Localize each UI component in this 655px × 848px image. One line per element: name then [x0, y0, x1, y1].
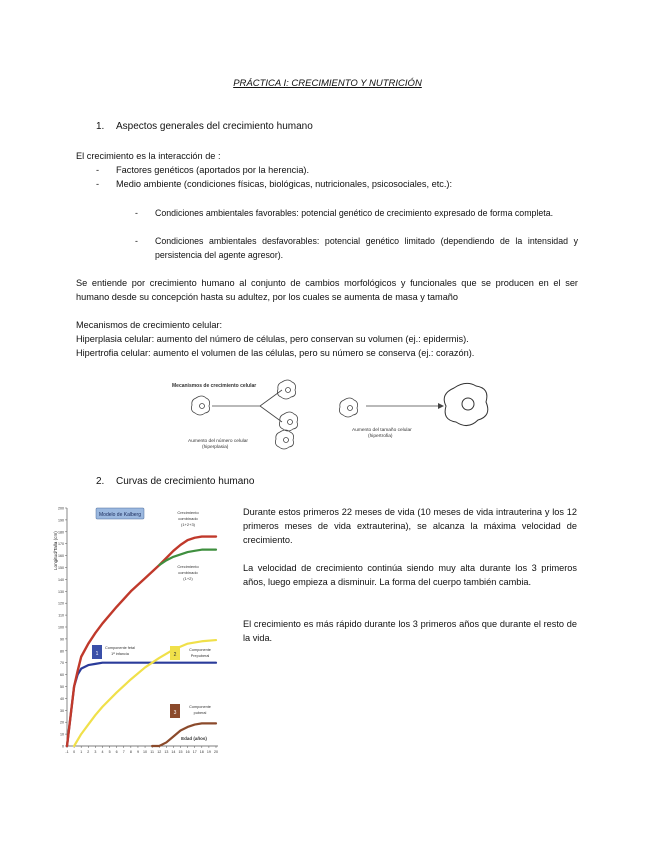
y-tick-label: 40: [60, 696, 64, 701]
figure-label-mechanisms: Mecanismos de crecimiento celular: [172, 383, 257, 389]
cell-icon: [275, 430, 293, 449]
x-tick-label: 18: [199, 750, 204, 754]
dash-bullet: -: [96, 179, 100, 189]
x-tick-label: 3: [94, 750, 97, 754]
x-tick-label: 20: [214, 750, 218, 754]
label-combined-total: combinado: [178, 516, 198, 521]
y-tick-label: 30: [60, 708, 64, 713]
y-tick-label: 20: [60, 720, 64, 725]
x-axis-label: Edad (años): [181, 736, 207, 741]
arrow-line: [260, 406, 282, 422]
cell-mechanisms-figure: [170, 378, 500, 460]
cell-icon: [279, 412, 297, 431]
x-tick-label: 16: [185, 750, 190, 754]
label-puberal: puberal: [193, 711, 207, 715]
mechanisms-title: Mecanismos de crecimiento celular:: [76, 320, 223, 330]
x-tick-label: 9: [136, 750, 139, 754]
y-tick-label: 80: [60, 649, 64, 654]
cell-icon: [191, 396, 209, 415]
x-tick-label: 17: [192, 750, 197, 754]
y-tick-label: 90: [60, 637, 64, 642]
x-tick-label: 15: [178, 750, 183, 754]
x-tick-label: 12: [157, 750, 162, 754]
x-tick-label: 2: [87, 750, 90, 754]
y-tick-label: 130: [58, 589, 64, 594]
hyperplasia-line: Hiperplasia celular: aumento del número de células, pero conservan su volumen (ej.: epidermis).: [76, 334, 469, 344]
dash-bullet: -: [96, 165, 100, 175]
y-tick-label: 180: [58, 530, 64, 535]
condition-item: [135, 206, 578, 220]
y-tick-label: 170: [58, 542, 64, 547]
page-title: PRÁCTICA I: CRECIMIENTO Y NUTRICIÓN: [233, 78, 422, 89]
y-tick-label: 0: [62, 744, 64, 749]
y-axis-label: Longitud/Talla (cm): [53, 531, 58, 570]
y-tick-label: 70: [60, 661, 64, 666]
label-combined-total: (1+2+3): [180, 522, 196, 527]
figure-label-size: Aumento del tamaño celular: [352, 428, 412, 433]
label-puberal: Componente: [189, 705, 211, 709]
label-prepuberal: Componente: [189, 648, 211, 652]
section1-intro: El crecimiento es la interacción de :: [76, 151, 221, 161]
component-3-number: 3: [173, 710, 177, 716]
x-tick-label: 5: [108, 750, 111, 754]
x-tick-label: 4: [101, 750, 104, 754]
x-tick-label: 8: [129, 750, 132, 754]
dash-bullet: -: [135, 236, 138, 246]
y-tick-label: 50: [60, 685, 64, 689]
x-tick-label: 11: [150, 750, 155, 754]
factor-item: [96, 165, 576, 179]
y-tick-label: 60: [60, 673, 64, 678]
y-tick-label: 120: [58, 601, 64, 606]
y-tick-label: 100: [58, 625, 64, 630]
large-cell-icon: [444, 383, 488, 425]
label-combined-total: Crecimiento: [177, 510, 199, 515]
figure-label-number-sub: (hiperplasia): [202, 445, 229, 450]
section1-heading: Aspectos generales del crecimiento humano: [116, 121, 313, 132]
section2-number: 2.: [96, 476, 105, 487]
dash-bullet: -: [135, 208, 138, 218]
x-tick-label: -1: [65, 750, 69, 754]
x-tick-label: 1: [80, 750, 83, 754]
y-tick-label: 190: [58, 518, 64, 523]
section2-paragraph: El crecimiento es más rápido durante los 3 primeros años que durante el resto de la vida.: [243, 619, 577, 643]
y-tick-label: 160: [58, 554, 64, 559]
y-tick-label: 200: [58, 506, 64, 511]
section2-paragraph: La velocidad de crecimiento continúa siendo muy alta durante los 3 primeros años, luego empieza a disminuir. La forma del cuerpo también cambia.: [243, 563, 577, 587]
y-tick-label: 150: [58, 566, 64, 570]
x-tick-label: 14: [171, 750, 176, 754]
arrow-line: [260, 390, 282, 406]
condition-item: [135, 234, 578, 262]
label-fetal: 1ª infancia: [111, 652, 129, 656]
x-tick-label: 0: [73, 750, 76, 754]
condition-text: Condiciones ambientales desfavorables: potencial genético limitado (dependiendo de la intensidad y persistencia del agente agresor).: [155, 236, 578, 260]
chart-title: Modelo de Kalberg: [99, 512, 141, 518]
condition-text: Condiciones ambientales favorables: potencial genético de crecimiento expresado de forma completa.: [155, 208, 554, 218]
cell-icon: [277, 380, 295, 399]
label-combined-12: Crecimiento: [177, 564, 199, 569]
component-1-number: 1: [95, 651, 99, 657]
x-tick-label: 13: [164, 750, 169, 754]
x-tick-label: 6: [115, 750, 118, 754]
factor-item: [96, 179, 576, 193]
y-tick-label: 110: [58, 613, 64, 618]
y-tick-label: 140: [58, 577, 64, 582]
x-tick-label: 10: [143, 750, 148, 754]
section2-heading: Curvas de crecimiento humano: [116, 476, 255, 487]
arrow-head: [438, 403, 444, 409]
figure-label-size-sub: (hipertrofia): [368, 434, 393, 439]
figure-label-number: Aumento del número celular: [188, 439, 248, 444]
growth-chart: [48, 500, 224, 762]
cell-icon: [339, 398, 357, 417]
factor-text: Factores genéticos (aportados por la herencia).: [116, 165, 310, 175]
label-prepuberal: Prepuberal: [190, 654, 210, 658]
component-2-number: 2: [173, 652, 177, 658]
label-fetal: Componente fetal: [105, 646, 135, 650]
label-combined-12: combinado: [178, 570, 198, 575]
section1-number: 1.: [96, 121, 105, 132]
hypertrophy-line: Hipertrofia celular: aumento el volumen de las células, pero su número se conserva (ej.: corazón).: [76, 348, 475, 358]
definition-paragraph: Se entiende por crecimiento humano al conjunto de cambios morfológicos y funcionales que se producen en el ser humano desde su concepción hasta su adultez, por los cuales se aumenta de masa y tamaño: [76, 278, 578, 302]
label-combined-12: (1+2): [183, 576, 193, 581]
chart-background: [48, 500, 224, 762]
x-tick-label: 19: [206, 750, 211, 754]
y-tick-label: 10: [60, 732, 64, 737]
factor-text: Medio ambiente (condiciones físicas, biológicas, nutricionales, psicosociales, etc.):: [116, 179, 453, 189]
x-tick-label: 7: [122, 750, 125, 754]
section2-paragraph: Durante estos primeros 22 meses de vida (10 meses de vida intrauterina y los 12 primeros meses de vida extrauterina), se alcanza la máxima velocidad de crecimiento.: [243, 507, 577, 545]
